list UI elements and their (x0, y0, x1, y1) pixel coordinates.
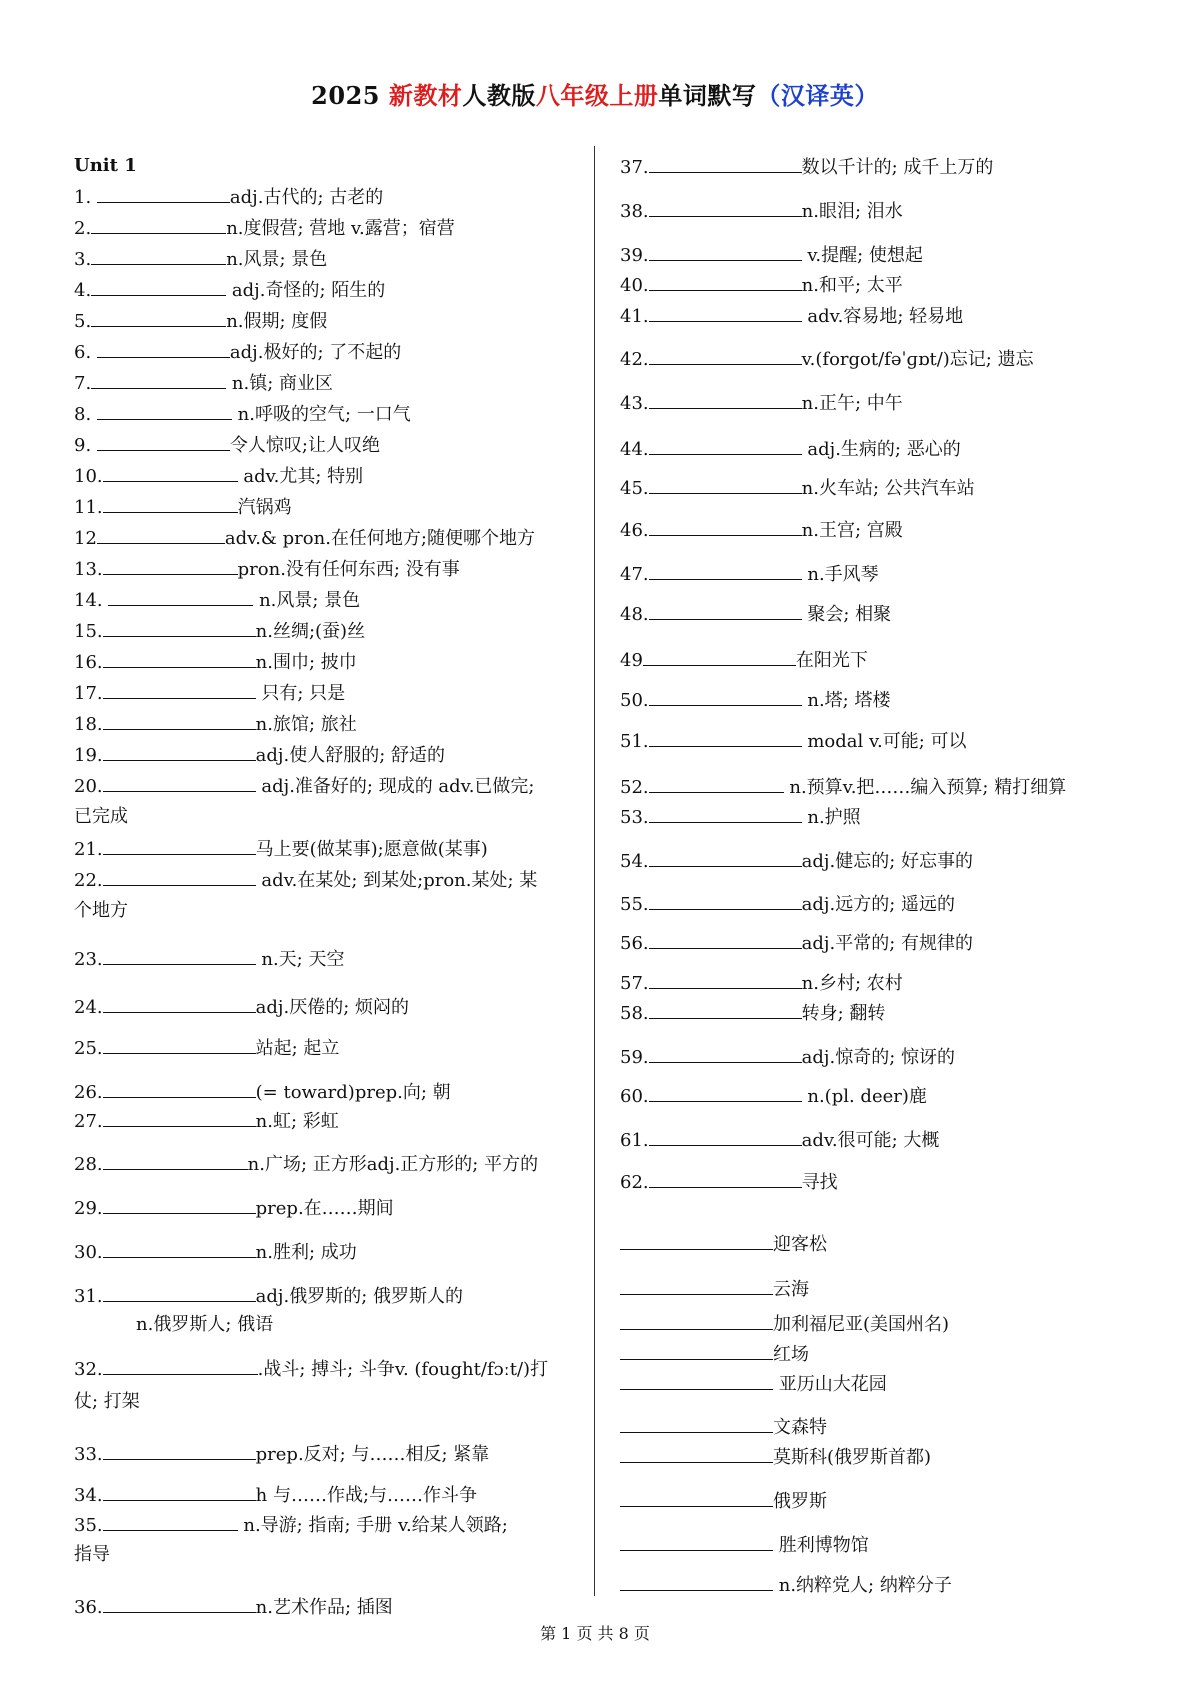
item-number: 29. (74, 1198, 103, 1219)
answer-blank[interactable] (620, 1278, 773, 1295)
answer-blank[interactable] (103, 1285, 256, 1302)
answer-blank[interactable] (103, 1197, 256, 1214)
item-definition: adj.惊奇的; 惊讶的 (801, 1047, 955, 1068)
left-vocab-item (74, 651, 357, 674)
item-definition: adj.生病的; 恶心的 (801, 439, 961, 460)
item-definition: 莫斯科(俄罗斯首都) (773, 1447, 932, 1468)
left-vocab-item (136, 1314, 273, 1336)
answer-blank[interactable] (91, 279, 226, 296)
item-definition: n.王宫; 宫殿 (801, 520, 903, 541)
item-number: 42. (620, 349, 649, 370)
right-vocab-item (620, 477, 975, 500)
answer-blank[interactable] (103, 948, 256, 965)
answer-blank[interactable] (649, 1171, 802, 1188)
item-number: 45. (620, 478, 649, 499)
item-number: 20. (74, 776, 103, 797)
left-vocab-item (74, 1037, 339, 1060)
item-number: 33. (74, 1444, 103, 1465)
answer-blank[interactable] (649, 244, 802, 261)
item-definition: n.风景; 景色 (253, 590, 361, 611)
item-number: 31. (74, 1286, 103, 1307)
answer-blank[interactable] (649, 689, 802, 706)
right-vocab-item (620, 563, 879, 586)
item-definition: pron.没有任何东西; 没有事 (237, 559, 460, 580)
right-vocab-item (620, 200, 903, 223)
item-number: 43. (620, 393, 649, 414)
answer-blank[interactable] (649, 1085, 802, 1102)
right-vocab-item (620, 932, 973, 955)
item-definition: 红场 (773, 1344, 809, 1365)
answer-blank[interactable] (103, 1443, 256, 1460)
item-definition: adv.在某处; 到某处;pron.某处; 某 (255, 870, 538, 891)
item-number: 53. (620, 807, 649, 828)
left-vocab-item (74, 341, 401, 364)
answer-blank[interactable] (97, 527, 225, 544)
item-number: 15. (74, 621, 103, 642)
answer-blank[interactable] (649, 156, 802, 173)
item-definition: n.天; 天空 (255, 949, 345, 970)
right-vocab-item (620, 305, 963, 328)
item-definition: 俄罗斯 (773, 1491, 827, 1512)
right-vocab-item (620, 1343, 809, 1366)
right-vocab-item (620, 1002, 885, 1025)
item-definition: 指导 (74, 1544, 110, 1565)
item-definition: n.广场; 正方形adj.正方形的; 平方的 (247, 1154, 539, 1175)
answer-blank[interactable] (103, 775, 256, 792)
item-number: 55. (620, 894, 649, 915)
answer-blank[interactable] (97, 341, 230, 358)
left-vocab-item (74, 248, 327, 271)
item-definition: adj.厌倦的; 烦闷的 (255, 997, 409, 1018)
left-vocab-item (74, 1484, 477, 1507)
right-vocab-item (620, 1534, 869, 1557)
left-vocab-item (74, 465, 363, 488)
item-definition: n.和平; 太平 (801, 275, 903, 296)
item-definition: n.呼吸的空气; 一口气 (231, 404, 411, 425)
right-vocab-item (620, 1574, 952, 1597)
answer-blank[interactable] (103, 1110, 256, 1127)
answer-blank[interactable] (103, 1358, 258, 1375)
item-number: 4. (74, 280, 92, 301)
left-vocab-item (74, 1197, 394, 1220)
right-vocab-item (620, 850, 973, 873)
item-definition: n.塔; 塔楼 (801, 690, 891, 711)
item-definition: n.火车站; 公共汽车站 (801, 478, 975, 499)
left-vocab-item (74, 1241, 357, 1264)
item-definition: n.胜利; 成功 (255, 1242, 357, 1263)
item-number: 44. (620, 439, 649, 460)
answer-blank[interactable] (103, 744, 256, 761)
item-definition: adv.容易地; 轻易地 (801, 306, 964, 327)
answer-blank[interactable] (620, 1373, 773, 1390)
item-definition: adv.尤其; 特别 (237, 466, 364, 487)
item-number: 24. (74, 997, 103, 1018)
right-vocab-item (620, 1085, 927, 1108)
item-definition: 站起; 起立 (255, 1038, 340, 1059)
item-number: 7. (74, 373, 92, 394)
answer-blank[interactable] (649, 305, 802, 322)
item-number: 39. (620, 245, 649, 266)
item-definition: modal v.可能; 可以 (801, 731, 967, 752)
answer-blank[interactable] (620, 1233, 773, 1250)
item-definition: prep.在……期间 (255, 1198, 394, 1219)
item-definition: v.提醒; 使想起 (801, 245, 923, 266)
item-number: 32. (74, 1359, 103, 1380)
item-number: 60. (620, 1086, 649, 1107)
item-number: 17. (74, 683, 103, 704)
left-vocab-item (74, 806, 128, 828)
answer-blank[interactable] (91, 217, 226, 234)
item-number: 35. (74, 1515, 103, 1536)
right-vocab-item (620, 1490, 827, 1513)
answer-blank[interactable] (620, 1534, 773, 1551)
item-definition: adj.奇怪的; 陌生的 (226, 280, 386, 301)
answer-blank[interactable] (643, 649, 796, 666)
left-vocab-item (74, 434, 380, 457)
right-vocab-item (620, 893, 955, 916)
item-definition: 迎客松 (773, 1234, 827, 1255)
left-vocab-item (74, 372, 333, 395)
item-definition: adj.使人舒服的; 舒适的 (255, 745, 445, 766)
item-number: 49 (620, 650, 643, 671)
item-number: 25. (74, 1038, 103, 1059)
item-number: 12 (74, 528, 97, 549)
item-number: 10. (74, 466, 103, 487)
right-vocab-item (620, 348, 1034, 371)
item-definition: 在阳光下 (795, 650, 868, 671)
left-vocab-item (74, 948, 344, 971)
item-number: 19. (74, 745, 103, 766)
item-definition: n.丝绸;(蚕)丝 (255, 621, 366, 642)
answer-blank[interactable] (620, 1490, 773, 1507)
answer-blank[interactable] (103, 465, 238, 482)
answer-blank[interactable] (103, 496, 238, 513)
answer-blank[interactable] (103, 1081, 256, 1098)
answer-blank[interactable] (103, 1241, 256, 1258)
item-definition: adv.很可能; 大概 (801, 1130, 940, 1151)
answer-blank[interactable] (620, 1416, 773, 1433)
left-vocab-item (74, 682, 345, 705)
item-definition: adj.极好的; 了不起的 (229, 342, 402, 363)
item-definition: n.护照 (801, 807, 861, 828)
item-number: 52. (620, 777, 649, 798)
item-number: 27. (74, 1111, 103, 1132)
right-vocab-item (620, 603, 891, 626)
item-number: 59. (620, 1047, 649, 1068)
item-definition: 聚会; 相聚 (801, 604, 892, 625)
item-definition: 个地方 (74, 900, 128, 921)
item-definition: 云海 (773, 1279, 809, 1300)
item-definition: n.风景; 景色 (226, 249, 328, 270)
item-number: 50. (620, 690, 649, 711)
right-vocab-item (620, 1129, 939, 1152)
answer-blank[interactable] (649, 563, 802, 580)
item-number: 26. (74, 1082, 103, 1103)
item-number: 46. (620, 520, 649, 541)
item-definition: 只有; 只是 (255, 683, 346, 704)
left-vocab-item (74, 558, 460, 581)
left-vocab-item (74, 900, 128, 922)
answer-blank[interactable] (649, 1046, 802, 1063)
item-definition: 文森特 (773, 1417, 827, 1438)
page-footer: 第 1 页 共 8 页 (540, 1624, 650, 1643)
answer-blank[interactable] (649, 477, 802, 494)
answer-blank[interactable] (103, 996, 256, 1013)
item-number: 21. (74, 839, 103, 860)
item-number: 36. (74, 1597, 103, 1618)
right-vocab-item (620, 1416, 827, 1439)
item-definition: 胜利博物馆 (773, 1535, 869, 1556)
item-number: 3. (74, 249, 92, 270)
page-title (0, 76, 1190, 111)
left-vocab-item (74, 186, 383, 209)
item-number: 56. (620, 933, 649, 954)
item-definition: 已完成 (74, 806, 128, 827)
item-definition: h 与……作战;与……作斗争 (255, 1485, 478, 1506)
item-number: 41. (620, 306, 649, 327)
right-vocab-item (620, 438, 961, 461)
item-number: 9. (74, 435, 97, 456)
left-vocab-item (74, 620, 365, 643)
answer-blank[interactable] (103, 1037, 256, 1054)
answer-blank[interactable] (103, 838, 256, 855)
item-definition: (= toward)prep.向; 朝 (255, 1082, 451, 1103)
answer-blank[interactable] (649, 1129, 802, 1146)
item-definition: v.(forgot/fəˈɡɒt/)忘记; 遗忘 (801, 349, 1034, 370)
item-definition: 汽锅鸡 (237, 497, 292, 518)
right-vocab-item (620, 244, 923, 267)
item-number: 62. (620, 1172, 649, 1193)
item-definition: n.假期; 度假 (226, 311, 328, 332)
answer-blank[interactable] (649, 850, 802, 867)
title-year: 2025 (311, 81, 380, 110)
right-vocab-item (620, 1313, 949, 1336)
left-vocab-item (74, 869, 537, 892)
right-vocab-item (620, 776, 1066, 799)
title-publisher: 人教版 (462, 81, 536, 110)
right-vocab-item (620, 1446, 931, 1469)
item-definition: adv.& pron.在任何地方;随便哪个地方 (224, 528, 536, 549)
answer-blank[interactable] (649, 392, 802, 409)
right-vocab-item (620, 730, 967, 753)
right-vocab-item (620, 806, 861, 829)
item-definition: 马上要(做某事);愿意做(某事) (255, 839, 488, 860)
item-number: 6. (74, 342, 97, 363)
item-definition: n.预算v.把……编入预算; 精打细算 (783, 777, 1067, 798)
item-definition: n.乡村; 农村 (801, 973, 903, 994)
answer-blank[interactable] (649, 972, 802, 989)
item-definition: n.度假营; 营地 v.露营；宿营 (226, 218, 455, 239)
item-definition: n.俄罗斯人; 俄语 (136, 1314, 274, 1335)
item-number: 23. (74, 949, 103, 970)
item-definition: 仗; 打架 (74, 1391, 140, 1412)
item-number: 57. (620, 973, 649, 994)
item-definition: .战斗; 搏斗; 斗争v. (fought/fɔːt/)打 (257, 1359, 549, 1380)
answer-blank[interactable] (649, 438, 802, 455)
item-definition: 亚历山大花园 (773, 1374, 887, 1395)
answer-blank[interactable] (649, 730, 802, 747)
answer-blank[interactable] (649, 519, 802, 536)
title-mode: （汉译英） (756, 81, 879, 110)
answer-blank[interactable] (620, 1446, 773, 1463)
left-vocab-item (74, 217, 455, 240)
left-vocab-item (74, 1110, 339, 1133)
item-definition: n.导游; 指南; 手册 v.给某人领路; (237, 1515, 508, 1536)
item-definition: adj.俄罗斯的; 俄罗斯人的 (255, 1286, 463, 1307)
item-definition: n.虹; 彩虹 (255, 1111, 339, 1132)
item-definition: 数以千计的; 成千上万的 (801, 157, 994, 178)
title-grade: 八年级上册 (535, 81, 659, 110)
answer-blank[interactable] (103, 1514, 238, 1531)
answer-blank[interactable] (649, 348, 802, 365)
item-definition: n.艺术作品; 插图 (255, 1597, 393, 1618)
left-vocab-item (74, 403, 411, 426)
answer-blank[interactable] (97, 186, 230, 203)
left-vocab-item (74, 279, 385, 302)
item-number: 2. (74, 218, 92, 239)
item-definition: n.眼泪; 泪水 (801, 201, 903, 222)
item-definition: adj.平常的; 有规律的 (801, 933, 973, 954)
answer-blank[interactable] (649, 274, 802, 291)
left-vocab-item (74, 589, 360, 612)
item-number: 51. (620, 731, 649, 752)
left-vocab-item (74, 310, 327, 333)
answer-blank[interactable] (103, 1596, 256, 1613)
left-vocab-item (74, 1285, 463, 1308)
right-vocab-item (620, 1046, 955, 1069)
answer-blank[interactable] (649, 893, 802, 910)
answer-blank[interactable] (108, 589, 253, 606)
title-task: 单词默写 (658, 81, 757, 110)
left-vocab-item (74, 838, 488, 861)
item-number: 14. (74, 590, 109, 611)
item-definition: n.镇; 商业区 (226, 373, 334, 394)
item-number: 37. (620, 157, 649, 178)
left-vocab-item (74, 1358, 548, 1381)
item-definition: n.正午; 中午 (801, 393, 903, 414)
right-vocab-item (620, 1233, 827, 1256)
left-vocab-item (74, 496, 292, 519)
item-definition: prep.反对; 与……相反; 紧靠 (255, 1444, 490, 1465)
answer-blank[interactable] (649, 932, 802, 949)
item-definition: adj.远方的; 遥远的 (801, 894, 955, 915)
left-vocab-item (74, 1544, 110, 1566)
right-vocab-item (620, 1373, 887, 1396)
item-definition: 转身; 翻转 (801, 1003, 886, 1024)
answer-blank[interactable] (103, 620, 256, 637)
right-vocab-item (620, 274, 903, 297)
item-number: 47. (620, 564, 649, 585)
item-number: 1. (74, 187, 97, 208)
item-number: 28. (74, 1154, 103, 1175)
item-number: 34. (74, 1485, 103, 1506)
left-vocab-item (74, 996, 409, 1019)
item-definition: adj.健忘的; 好忘事的 (801, 851, 973, 872)
answer-blank[interactable] (620, 1313, 773, 1330)
left-vocab-item (74, 1081, 451, 1104)
item-number: 18. (74, 714, 103, 735)
right-vocab-item (620, 392, 903, 415)
answer-blank[interactable] (97, 403, 232, 420)
right-vocab-item (620, 972, 903, 995)
item-number: 13. (74, 559, 103, 580)
answer-blank[interactable] (103, 1153, 248, 1170)
item-definition: n.围巾; 披巾 (255, 652, 357, 673)
right-vocab-item (620, 1278, 809, 1301)
answer-blank[interactable] (649, 200, 802, 217)
item-definition: n.纳粹党人; 纳粹分子 (773, 1575, 952, 1596)
answer-blank[interactable] (103, 1484, 256, 1501)
left-vocab-item (74, 713, 357, 736)
answer-blank[interactable] (620, 1343, 773, 1360)
left-vocab-item (74, 1596, 393, 1619)
answer-blank[interactable] (91, 248, 226, 265)
right-vocab-item (620, 519, 903, 542)
item-number: 16. (74, 652, 103, 673)
item-number: 48. (620, 604, 649, 625)
item-number: 61. (620, 1130, 649, 1151)
answer-blank[interactable] (103, 682, 256, 699)
answer-blank[interactable] (103, 713, 256, 730)
left-vocab-item (74, 1391, 140, 1413)
item-definition: n.(pl. deer)鹿 (801, 1086, 927, 1107)
answer-blank[interactable] (91, 372, 226, 389)
item-definition: 加利福尼亚(美国州名) (773, 1314, 950, 1335)
left-vocab-item (74, 744, 445, 767)
left-vocab-item (74, 527, 535, 550)
item-number: 58. (620, 1003, 649, 1024)
column-divider (594, 146, 595, 1596)
left-vocab-item (74, 775, 535, 798)
answer-blank[interactable] (649, 776, 784, 793)
item-number: 54. (620, 851, 649, 872)
item-number: 22. (74, 870, 103, 891)
right-vocab-item (620, 1171, 838, 1194)
item-number: 38. (620, 201, 649, 222)
item-definition: adj.古代的; 古老的 (229, 187, 384, 208)
answer-blank[interactable] (649, 603, 802, 620)
item-number: 5. (74, 311, 92, 332)
item-number: 11. (74, 497, 103, 518)
answer-blank[interactable] (649, 1002, 802, 1019)
item-definition: n.手风琴 (801, 564, 879, 585)
right-vocab-item (620, 649, 868, 672)
answer-blank[interactable] (103, 651, 256, 668)
right-vocab-item (620, 689, 890, 712)
left-vocab-item (74, 1443, 489, 1466)
item-definition: n.旅馆; 旅社 (255, 714, 357, 735)
answer-blank[interactable] (97, 434, 230, 451)
right-vocab-item (620, 156, 993, 179)
item-definition: 寻找 (801, 1172, 838, 1193)
title-new-textbook: 新教材 (388, 81, 463, 110)
answer-blank[interactable] (103, 869, 256, 886)
left-vocab-item (74, 1153, 538, 1176)
item-definition: adj.准备好的; 现成的 adv.已做完; (255, 776, 535, 797)
unit-heading: Unit 1 (74, 155, 137, 176)
answer-blank[interactable] (103, 558, 238, 575)
item-number: 8. (74, 404, 97, 425)
item-number: 30. (74, 1242, 103, 1263)
left-vocab-item (74, 1514, 508, 1537)
item-number: 40. (620, 275, 649, 296)
answer-blank[interactable] (91, 310, 226, 327)
answer-blank[interactable] (649, 806, 802, 823)
item-definition: 令人惊叹;让人叹绝 (229, 435, 380, 456)
answer-blank[interactable] (620, 1574, 773, 1591)
